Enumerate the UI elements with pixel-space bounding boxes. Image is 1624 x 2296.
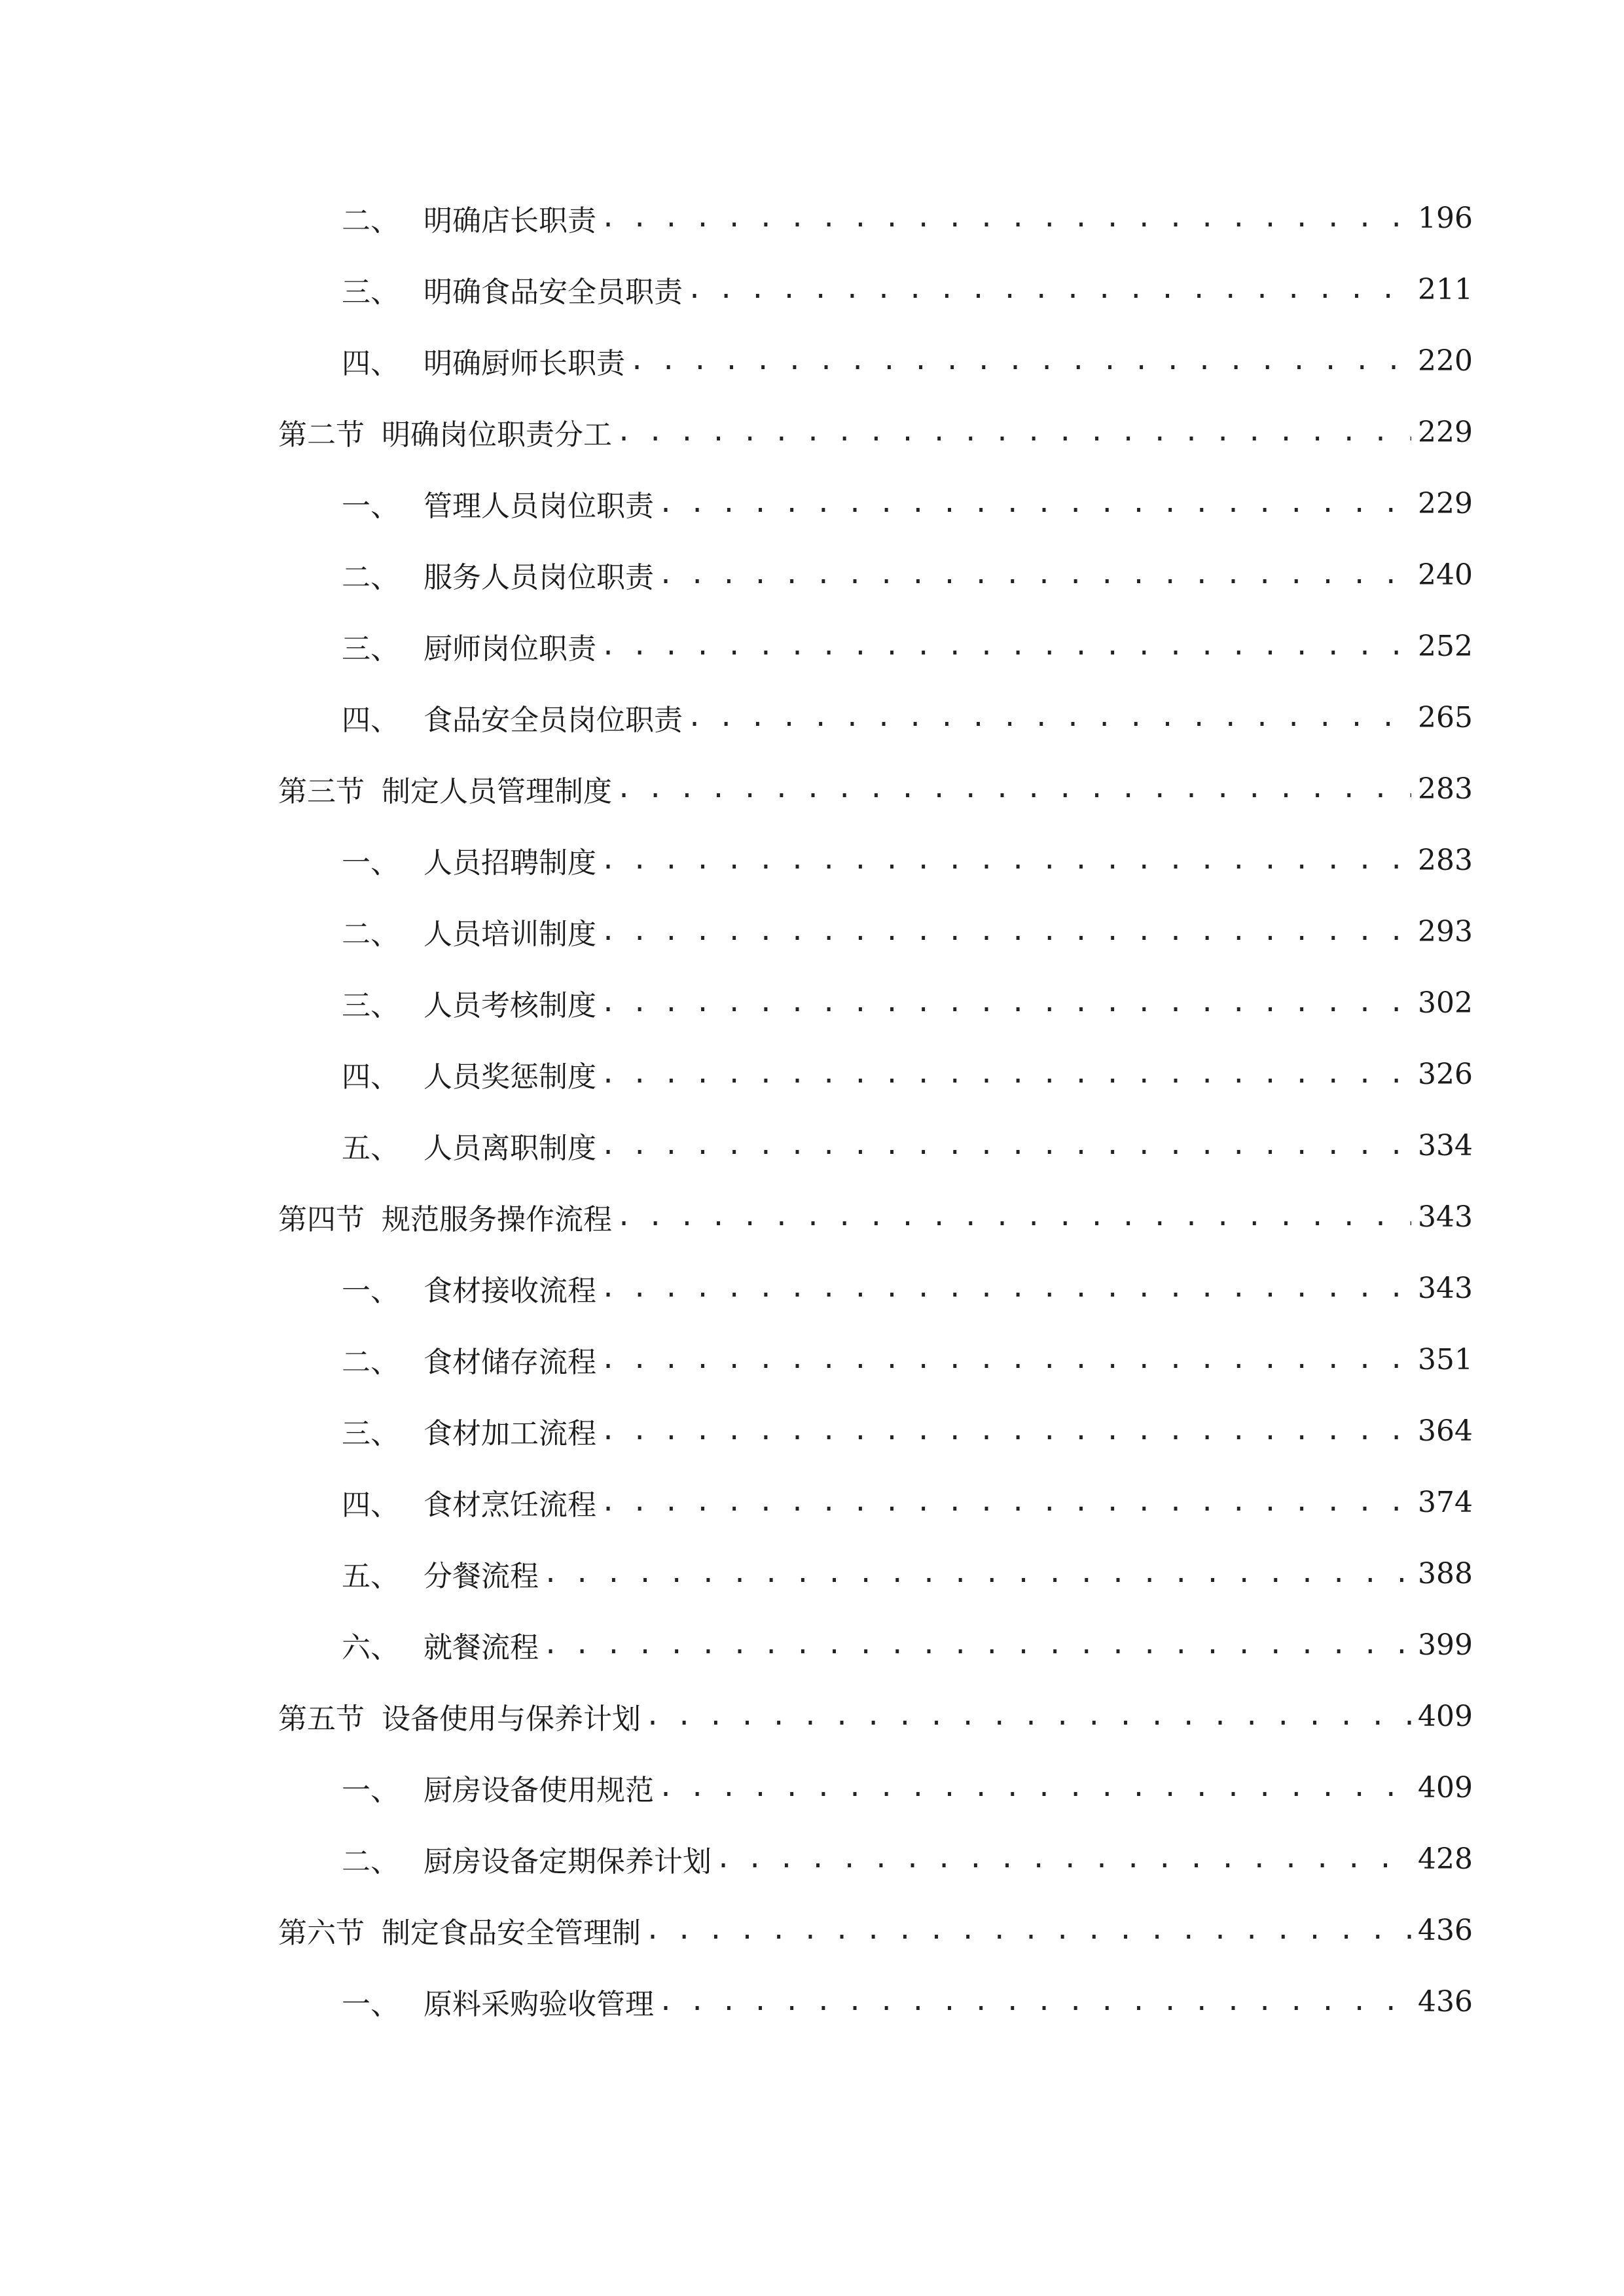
- toc-dot-leader: [600, 1344, 1411, 1374]
- toc-dot-leader: [715, 1844, 1411, 1874]
- toc-dot-leader: [645, 1701, 1411, 1731]
- toc-entry-number: 四、: [342, 1060, 399, 1094]
- toc-entry-number: 五、: [342, 1560, 399, 1593]
- toc-entry-title: 管理人员岗位职责: [424, 490, 654, 523]
- toc-entry-title: 人员离职制度: [424, 1132, 596, 1165]
- toc-dot-leader: [600, 203, 1411, 233]
- toc-dot-leader: [658, 488, 1411, 518]
- toc-entry-title: 明确厨师长职责: [424, 347, 625, 380]
- toc-entry-page: 229: [1418, 486, 1473, 520]
- toc-entry-title: 厨房设备定期保养计划: [424, 1845, 712, 1878]
- toc-entry-title: 就餐流程: [424, 1631, 539, 1664]
- toc-entry-page: 436: [1418, 1984, 1473, 2018]
- toc-entry[interactable]: [342, 973, 1473, 1032]
- toc-entry-title: 人员考核制度: [424, 989, 596, 1022]
- toc-entry[interactable]: [342, 831, 1473, 889]
- toc-entry-page: 283: [1418, 843, 1473, 877]
- toc-entry-number: 一、: [342, 846, 399, 880]
- toc-dot-leader: [600, 1130, 1411, 1160]
- toc-entry-page: 374: [1418, 1485, 1473, 1519]
- toc-entry-title: 食品安全员岗位职责: [424, 704, 683, 737]
- toc-section-entry[interactable]: [278, 759, 1473, 818]
- toc-section-entry[interactable]: [278, 1187, 1473, 1246]
- toc-section-number: 第三节: [278, 775, 365, 808]
- toc-entry[interactable]: [342, 1045, 1473, 1103]
- toc-entry-number: 二、: [342, 1845, 399, 1878]
- toc-entry-title: 食材储存流程: [424, 1346, 596, 1379]
- toc-entry-title: 明确店长职责: [424, 204, 596, 238]
- toc-entry-page: 334: [1418, 1128, 1473, 1162]
- toc-entry[interactable]: [342, 1259, 1473, 1318]
- toc-entry[interactable]: [342, 1330, 1473, 1389]
- toc-entry-page: 293: [1418, 914, 1473, 948]
- toc-entry[interactable]: [342, 474, 1473, 533]
- toc-entry-number: 四、: [342, 1488, 399, 1522]
- toc-entry-title: 人员奖惩制度: [424, 1060, 596, 1094]
- toc-dot-leader: [616, 1202, 1411, 1232]
- toc-entry-title: 设备使用与保养计划: [382, 1702, 641, 1736]
- toc-dot-leader: [645, 1915, 1411, 1945]
- toc-entry-number: 三、: [342, 632, 399, 666]
- toc-entry[interactable]: [342, 1116, 1473, 1175]
- toc-entry-page: 229: [1418, 415, 1473, 449]
- toc-dot-leader: [687, 702, 1411, 732]
- toc-dot-leader: [543, 1630, 1411, 1660]
- toc-dot-leader: [629, 346, 1411, 376]
- toc-entry[interactable]: [342, 902, 1473, 961]
- toc-entry[interactable]: [342, 331, 1473, 390]
- toc-dot-leader: [658, 1986, 1411, 2017]
- toc-entry-title: 服务人员岗位职责: [424, 561, 654, 594]
- toc-section-number: 第二节: [278, 418, 365, 452]
- toc-entry-page: 283: [1418, 772, 1473, 806]
- toc-entry-number: 一、: [342, 490, 399, 523]
- toc-entry[interactable]: [342, 188, 1473, 247]
- toc-entry-title: 规范服务操作流程: [382, 1203, 612, 1236]
- toc-entry-title: 原料采购验收管理: [424, 1988, 654, 2021]
- toc-entry-page: 436: [1418, 1913, 1473, 1947]
- toc-entry-page: 409: [1418, 1699, 1473, 1733]
- toc-entry[interactable]: [342, 545, 1473, 604]
- toc-section-entry[interactable]: [278, 1687, 1473, 1746]
- toc-entry-title: 食材加工流程: [424, 1417, 596, 1450]
- toc-entry-number: 三、: [342, 1417, 399, 1450]
- toc-entry-title: 制定食品安全管理制: [382, 1916, 641, 1950]
- toc-entry-number: 二、: [342, 1346, 399, 1379]
- toc-entry-page: 409: [1418, 1770, 1473, 1804]
- toc-dot-leader: [658, 1772, 1411, 1803]
- toc-entry-page: 364: [1418, 1414, 1473, 1448]
- toc-entry-title: 食材烹饪流程: [424, 1488, 596, 1522]
- toc-dot-leader: [600, 916, 1411, 946]
- toc-section-number: 第五节: [278, 1702, 365, 1736]
- toc-section-number: 第四节: [278, 1203, 365, 1236]
- toc-entry-number: 一、: [342, 1774, 399, 1807]
- toc-entry-number: 四、: [342, 347, 399, 380]
- toc-dot-leader: [687, 274, 1411, 304]
- toc-entry-page: 211: [1418, 272, 1473, 306]
- toc-entry-page: 343: [1418, 1271, 1473, 1305]
- toc-dot-leader: [600, 631, 1411, 661]
- toc-entry-title: 明确岗位职责分工: [382, 418, 612, 452]
- toc-dot-leader: [600, 1273, 1411, 1303]
- toc-dot-leader: [600, 1487, 1411, 1517]
- toc-section-entry[interactable]: [278, 1901, 1473, 1960]
- toc-entry-number: 五、: [342, 1132, 399, 1165]
- toc-entry-page: 388: [1418, 1556, 1473, 1590]
- toc-entry[interactable]: [342, 260, 1473, 319]
- toc-dot-leader: [600, 845, 1411, 875]
- toc-entry-number: 一、: [342, 1988, 399, 2021]
- toc-entry-title: 食材接收流程: [424, 1274, 596, 1308]
- toc-entry[interactable]: [342, 1473, 1473, 1532]
- toc-entry-page: 399: [1418, 1628, 1473, 1662]
- toc-section-number: 第六节: [278, 1916, 365, 1950]
- toc-entry-page: 240: [1418, 558, 1473, 592]
- toc-entry-title: 明确食品安全员职责: [424, 276, 683, 309]
- toc-dot-leader: [616, 417, 1411, 447]
- toc-dot-leader: [600, 1059, 1411, 1089]
- toc-entry-number: 二、: [342, 918, 399, 951]
- toc-entry[interactable]: [342, 1544, 1473, 1603]
- toc-dot-leader: [600, 1416, 1411, 1446]
- toc-entry[interactable]: [342, 688, 1473, 747]
- toc-entry-page: 351: [1418, 1342, 1473, 1376]
- toc-entry-number: 四、: [342, 704, 399, 737]
- toc-entry-number: 三、: [342, 276, 399, 309]
- toc-entry-number: 二、: [342, 561, 399, 594]
- toc-entry-title: 人员培训制度: [424, 918, 596, 951]
- toc-entry[interactable]: [342, 617, 1473, 675]
- toc-entry-page: 326: [1418, 1057, 1473, 1091]
- toc-entry-page: 302: [1418, 986, 1473, 1020]
- toc-entry-number: 三、: [342, 989, 399, 1022]
- toc-entry-page: 428: [1418, 1842, 1473, 1876]
- toc-dot-leader: [658, 560, 1411, 590]
- toc-entry-page: 265: [1418, 700, 1473, 734]
- toc-dot-leader: [543, 1558, 1411, 1588]
- toc-entry-page: 252: [1418, 629, 1473, 663]
- toc-entry-page: 196: [1418, 201, 1473, 235]
- toc-section-entry[interactable]: [278, 403, 1473, 461]
- toc-entry-title: 制定人员管理制度: [382, 775, 612, 808]
- toc-entry-title: 人员招聘制度: [424, 846, 596, 880]
- toc-dot-leader: [616, 774, 1411, 804]
- toc-entry[interactable]: [342, 1972, 1473, 2031]
- toc-entry-page: 343: [1418, 1200, 1473, 1234]
- toc-entry-number: 一、: [342, 1274, 399, 1308]
- toc-entry-page: 220: [1418, 344, 1473, 378]
- toc-entry[interactable]: [342, 1829, 1473, 1888]
- toc-entry[interactable]: [342, 1615, 1473, 1674]
- toc-entry-title: 分餐流程: [424, 1560, 539, 1593]
- toc-entry-number: 二、: [342, 204, 399, 238]
- toc-entry-number: 六、: [342, 1631, 399, 1664]
- toc-entry[interactable]: [342, 1758, 1473, 1817]
- toc-entry[interactable]: [342, 1401, 1473, 1460]
- toc-entry-title: 厨师岗位职责: [424, 632, 596, 666]
- toc-entry-title: 厨房设备使用规范: [424, 1774, 654, 1807]
- toc-dot-leader: [600, 988, 1411, 1018]
